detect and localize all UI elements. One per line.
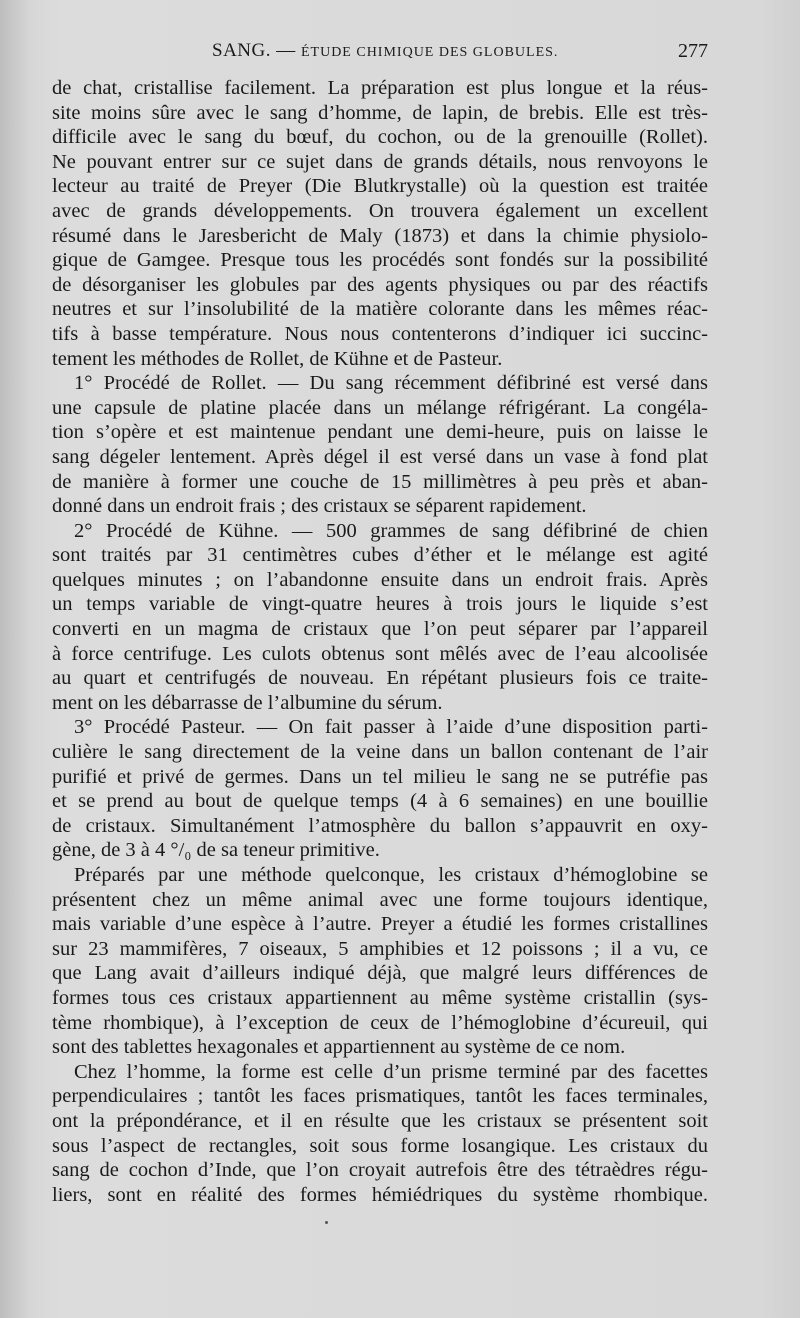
- text-line: tème rhombique), à l’exception de ceux de l’hémoglobine d’écureuil, qui: [52, 1011, 708, 1034]
- print-speck: [325, 1221, 328, 1224]
- text-line: sous l’aspect de rectangles, soit sous forme losangique. Les cristaux du: [52, 1134, 708, 1157]
- text-line: donné dans un endroit frais ; des cristaux se séparent rapidement.: [52, 495, 587, 518]
- text-line: une capsule de platine placée dans un mélange réfrigérant. La congéla-: [52, 396, 708, 419]
- text-line: 2° Procédé de Kühne. — 500 grammes de sang défibriné de chien: [74, 519, 708, 542]
- text-line: présentent chez un même animal avec une forme toujours identique,: [52, 888, 708, 911]
- text-line: sang dégeler lentement. Après dégel il est versé dans un vase à fond plat: [52, 445, 708, 468]
- text-line: site moins sûre avec le sang d’homme, de lapin, de brebis. Elle est très-: [52, 101, 708, 124]
- text-line: à force centrifuge. Les culots obtenus sont mêlés avec de l’eau alcoolisée: [52, 642, 708, 665]
- text-line: difficile avec le sang du bœuf, du cochon, ou de la grenouille (Rollet).: [52, 126, 708, 149]
- text-line: que Lang avait d’ailleurs indiqué déjà, que malgré leurs différences de: [52, 962, 708, 985]
- text-line: liers, sont en réalité des formes hémiédriques du système rhombique.: [52, 1183, 708, 1206]
- text-line: 1° Procédé de Rollet. — Du sang récemment défibriné est versé dans: [74, 372, 708, 395]
- page-number: 277: [678, 40, 708, 62]
- running-head: [52, 40, 708, 70]
- text-line: de manière à former une couche de 15 millimètres à peu près et aban-: [52, 470, 708, 493]
- text-line: sont traités par 31 centimètres cubes d’éther et le mélange est agité: [52, 544, 708, 567]
- text-line: ment on les débarrasse de l’albumine du sérum.: [52, 691, 443, 714]
- running-title-subtitle: ÉTUDE CHIMIQUE DES GLOBULES.: [300, 45, 559, 60]
- text-line: lecteur au traité de Preyer (Die Blutkrystalle) où la question est traitée: [52, 175, 708, 198]
- text-line: purifié et privé de germes. Dans un tel milieu le sang ne se putréfie pas: [52, 765, 708, 788]
- text-line: sang de cochon d’Inde, que l’on croyait autrefois être des tétraèdres régu-: [52, 1159, 708, 1182]
- text-line: converti en un magma de cristaux que l’on peut séparer par l’appareil: [52, 618, 708, 641]
- text-line: tement les méthodes de Rollet, de Kühne et de Pasteur.: [52, 347, 503, 370]
- text-line: résumé dans le Jaresbericht de Maly (1873) et dans la chimie physiolo-: [52, 224, 708, 247]
- text-line: Ne pouvant entrer sur ce sujet dans de grands détails, nous renvoyons le: [52, 150, 708, 173]
- text-line: et se prend au bout de quelque temps (4 à 6 semaines) en une bouillie: [52, 790, 708, 813]
- text-line: de chat, cristallise facilement. La préparation est plus longue et la réus-: [52, 77, 708, 99]
- text-line: un temps variable de vingt-quatre heures à trois jours le liquide s’est: [52, 593, 708, 616]
- text-line: gique de Gamgee. Presque tous les procédés sont fondés sur la possibilité: [52, 249, 708, 272]
- text-line: avec de grands développements. On trouvera également un excellent: [52, 199, 708, 222]
- text-line: formes tous ces cristaux appartiennent au même système cristallin (sys-: [52, 986, 708, 1009]
- text-line: de cristaux. Simultanément l’atmosphère du ballon s’appauvrit en oxy-: [52, 814, 708, 837]
- text-line: 3° Procédé Pasteur. — On fait passer à l’aide d’une disposition parti-: [74, 716, 708, 739]
- text-line: culière le sang directement de la veine dans un ballon contenant de l’air: [52, 741, 708, 764]
- text-line: de désorganiser les globules par des agents physiques ou par des réactifs: [52, 273, 708, 296]
- body-text: [52, 76, 708, 1207]
- text-line: sont des tablettes hexagonales et appartiennent au système de ce nom.: [52, 1036, 626, 1059]
- text-line: tion s’opère et est maintenue pendant une demi-heure, puis on laisse le: [52, 421, 708, 444]
- text-line: neutres et sur l’insolubilité de la matière colorante dans les mêmes réac-: [52, 298, 708, 321]
- running-title-main: SANG. —: [212, 40, 301, 61]
- text-line: ont la prépondérance, et il en résulte que les cristaux se présentent soit: [52, 1109, 708, 1132]
- text-line: tifs à basse température. Nous nous contenterons d’indiquer ici succinc-: [52, 322, 708, 345]
- text-line: Préparés par une méthode quelconque, les cristaux d’hémoglobine se: [74, 864, 708, 886]
- text-line: quelques minutes ; on l’abandonne ensuite dans un endroit frais. Après: [52, 568, 708, 591]
- text-line: perpendiculaires ; tantôt les faces prismatiques, tantôt les faces terminales,: [52, 1085, 708, 1108]
- text-line: au quart et centrifugés de nouveau. En répétant plusieurs fois ce traite-: [52, 667, 708, 690]
- text-line: Chez l’homme, la forme est celle d’un prisme terminé par des facettes: [74, 1060, 708, 1083]
- text-line: mais variable d’une espèce à l’autre. Preyer a étudié les formes cristallines: [52, 913, 708, 936]
- running-title: [212, 40, 558, 62]
- text-line: gène, de 3 à 4 °/₀ de sa teneur primitive.: [52, 839, 380, 862]
- text-line: sur 23 mammifères, 7 oiseaux, 5 amphibies et 12 poissons ; il a vu, ce: [52, 937, 708, 960]
